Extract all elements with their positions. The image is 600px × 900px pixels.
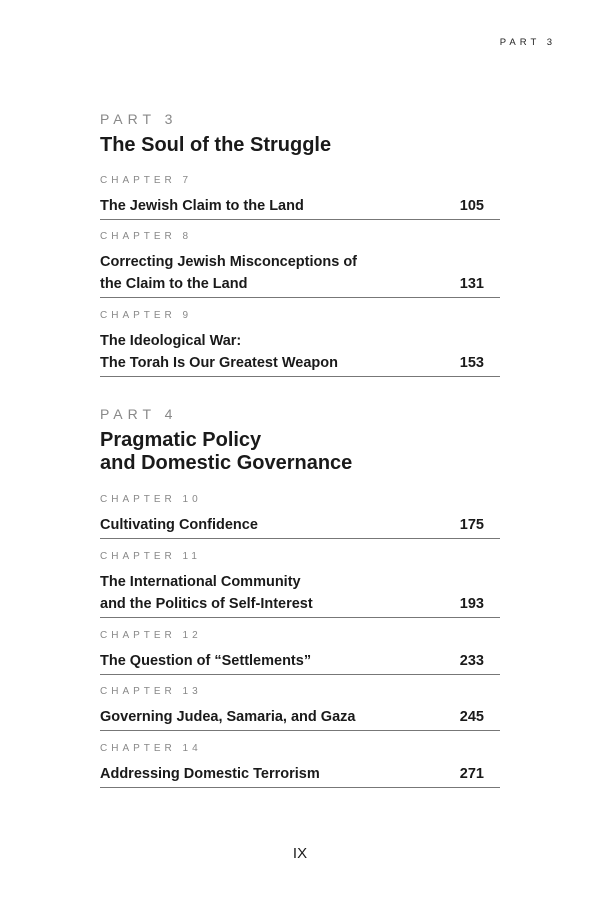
chapter-entry bbox=[100, 706, 500, 731]
chapter-label: CHAPTER 12 bbox=[100, 630, 202, 641]
toc-entry-chapter-8[interactable] bbox=[100, 231, 500, 298]
chapter-label: CHAPTER 9 bbox=[100, 310, 193, 321]
page-number: 271 bbox=[459, 766, 484, 782]
chapter-title-line bbox=[100, 251, 500, 273]
part-label: PART 3 bbox=[100, 111, 178, 127]
chapter-title-line bbox=[100, 706, 500, 728]
part-title bbox=[100, 429, 500, 475]
chapter-title: The Jewish Claim to the Land bbox=[100, 198, 304, 214]
toc-entry-chapter-10[interactable] bbox=[100, 494, 500, 539]
page-number: 245 bbox=[459, 709, 484, 725]
chapter-label: CHAPTER 11 bbox=[100, 551, 201, 562]
part-title-line: and Domestic Governance bbox=[100, 452, 353, 474]
chapter-title-line bbox=[100, 352, 500, 374]
chapter-title-line bbox=[100, 273, 500, 295]
part-title-line: The Soul of the Struggle bbox=[100, 134, 332, 156]
chapter-label: CHAPTER 10 bbox=[100, 494, 202, 505]
chapter-title: the Claim to the Land bbox=[100, 276, 248, 292]
page-number: 131 bbox=[459, 276, 484, 292]
chapter-entry bbox=[100, 195, 500, 220]
chapter-title-line bbox=[100, 763, 500, 785]
chapter-title: The Question of “Settlements” bbox=[100, 653, 312, 669]
chapter-title-line bbox=[100, 514, 500, 536]
toc-entry-chapter-13[interactable] bbox=[100, 686, 500, 731]
chapter-entry bbox=[100, 571, 500, 618]
chapter-entry bbox=[100, 330, 500, 377]
chapter-title: The Ideological War: bbox=[100, 333, 242, 349]
toc-entry-chapter-7[interactable] bbox=[100, 175, 500, 220]
part-3-heading bbox=[100, 110, 500, 157]
toc-entry-chapter-9[interactable] bbox=[100, 310, 500, 377]
chapter-label: CHAPTER 14 bbox=[100, 743, 202, 754]
chapter-title: Addressing Domestic Terrorism bbox=[100, 766, 320, 782]
chapter-label: CHAPTER 7 bbox=[100, 175, 193, 186]
page-number: 175 bbox=[459, 517, 484, 533]
chapter-title: The International Community bbox=[100, 574, 301, 590]
chapter-title-line bbox=[100, 593, 500, 615]
part-title-line: Pragmatic Policy bbox=[100, 429, 262, 451]
page-number: 193 bbox=[459, 596, 484, 612]
chapter-title: Governing Judea, Samaria, and Gaza bbox=[100, 709, 356, 725]
part-label: PART 4 bbox=[100, 406, 178, 422]
chapter-title: The Torah Is Our Greatest Weapon bbox=[100, 355, 338, 371]
chapter-title-line bbox=[100, 195, 500, 217]
part-4-heading bbox=[100, 405, 500, 475]
chapter-entry bbox=[100, 650, 500, 675]
page-number: 233 bbox=[459, 653, 484, 669]
page-number: 153 bbox=[459, 355, 484, 371]
toc-entry-chapter-11[interactable] bbox=[100, 551, 500, 618]
toc-entry-chapter-12[interactable] bbox=[100, 630, 500, 675]
chapter-title-line bbox=[100, 330, 500, 352]
chapter-title: Correcting Jewish Misconceptions of bbox=[100, 254, 358, 270]
toc-entry-chapter-14[interactable] bbox=[100, 743, 500, 788]
chapter-label: CHAPTER 8 bbox=[100, 231, 193, 242]
chapter-title-line bbox=[100, 650, 500, 672]
chapter-entry bbox=[100, 251, 500, 298]
chapter-label: CHAPTER 13 bbox=[100, 686, 202, 697]
chapter-title: Cultivating Confidence bbox=[100, 517, 258, 533]
running-head: PART 3 bbox=[499, 37, 556, 48]
chapter-title-line bbox=[100, 571, 500, 593]
page-folio: IX bbox=[292, 845, 308, 862]
chapter-entry bbox=[100, 514, 500, 539]
chapter-entry bbox=[100, 763, 500, 788]
page-number: 105 bbox=[459, 198, 484, 214]
part-title bbox=[100, 134, 500, 157]
chapter-title: and the Politics of Self-Interest bbox=[100, 596, 313, 612]
